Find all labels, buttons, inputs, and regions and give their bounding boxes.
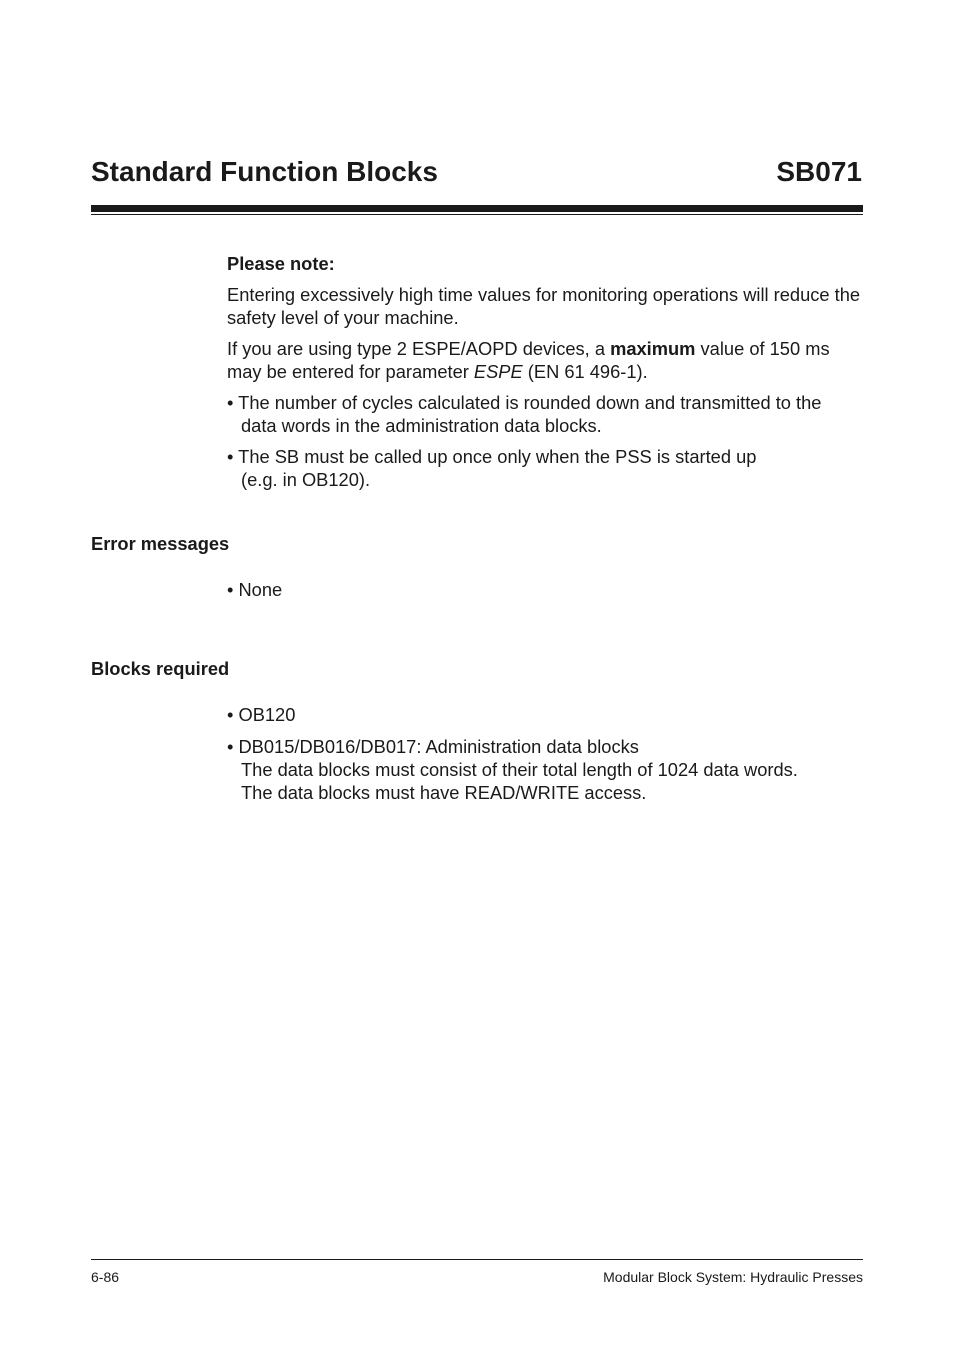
note-paragraph-2-bold: maximum — [610, 338, 696, 359]
note-bullet-2-line-2: (e.g. in OB120). — [241, 469, 371, 490]
header-rule-thin — [91, 214, 863, 215]
page-title: Standard Function Blocks — [91, 156, 438, 187]
note-paragraph-2-text-a: If you are using type 2 ESPE/AOPD devices, a — [227, 338, 611, 359]
footer-rule — [91, 1259, 863, 1260]
blocks-required-heading: Blocks required — [91, 658, 230, 679]
note-bullet-1-line-2: data words in the administration data blocks. — [241, 415, 602, 436]
note-section — [227, 252, 867, 491]
note-bullet-2-line-1: • The SB must be called up once only when the PSS is started up — [227, 446, 757, 467]
footer-doc-title: Modular Block System: Hydraulic Presses — [603, 1269, 863, 1285]
note-paragraph-2-italic: ESPE — [473, 361, 523, 382]
note-heading: Please note: — [227, 253, 335, 274]
note-paragraph-2 — [227, 337, 867, 383]
list-item: • DB015/DB016/DB017: Administration data blocks — [227, 736, 639, 757]
note-paragraph-2-text-c: (EN 61 496-1). — [522, 361, 648, 382]
note-paragraph-1: Entering excessively high time values for monitoring operations will reduce the safety level of your machine. — [227, 284, 861, 328]
list-item-continuation: The data blocks must consist of their total length of 1024 data words. — [241, 759, 798, 780]
list-item-continuation: The data blocks must have READ/WRITE access. — [241, 782, 647, 803]
list-item: • None — [227, 579, 283, 600]
error-messages-list — [227, 578, 867, 601]
blocks-required-list — [227, 703, 867, 804]
header-rule-thick — [91, 205, 863, 212]
block-code: SB071 — [776, 156, 862, 187]
note-paragraph-2-text-b: value of 150 ms may be entered for parameter — [227, 338, 830, 382]
page-number: 6-86 — [91, 1269, 120, 1285]
note-bullet-1-line-1: • The number of cycles calculated is rounded down and transmitted to the — [227, 392, 822, 413]
error-messages-heading: Error messages — [91, 533, 230, 554]
list-item: • OB120 — [227, 704, 296, 725]
